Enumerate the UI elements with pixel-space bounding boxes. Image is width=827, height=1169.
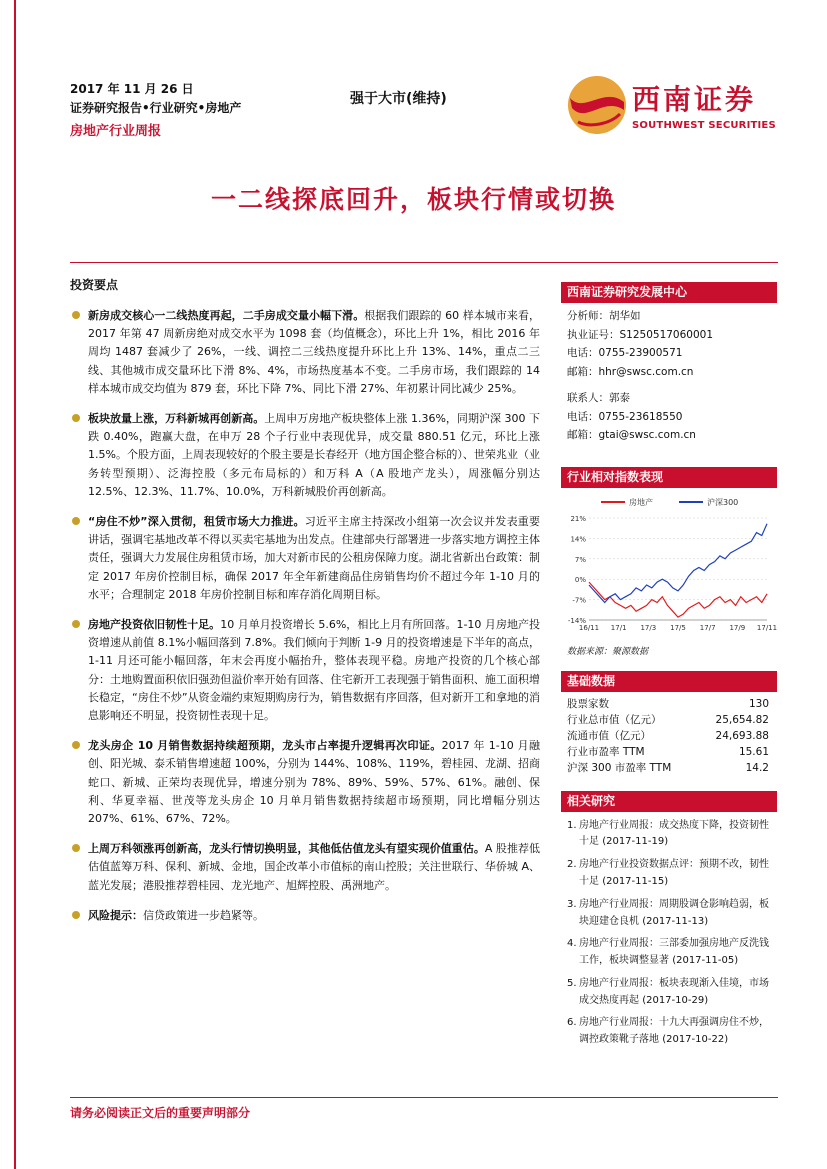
left-accent-bar	[14, 0, 16, 1169]
basic-data-value: 130	[748, 697, 769, 710]
key-point-lead: “房住不炒”深入贯彻，租赁市场大力推进。	[88, 515, 305, 529]
sidebar	[561, 282, 777, 1055]
related-title: 房地产行业周报：三部委加强房地产反洗钱工作，板块调整显著	[579, 938, 769, 967]
related-title: 房地产行业周报：板块表现渐入佳境，市场成交热度再起	[579, 977, 769, 1006]
logo-text-cn: 西南证券	[632, 83, 757, 116]
related-date: (2017-11-15)	[602, 875, 669, 887]
related-number: 5.	[567, 977, 577, 989]
logo-emblem-icon	[566, 74, 628, 136]
bullet-icon	[72, 311, 80, 319]
basic-data-row	[561, 712, 777, 728]
related-research-item[interactable]	[567, 936, 773, 970]
related-number: 3.	[567, 898, 577, 910]
x-tick-label: 17/3	[640, 623, 657, 632]
basic-data-row	[561, 760, 777, 776]
key-point-text: A 股推荐低估值蓝筹万科、保利、新城、金地，国企改革小市值标的南山控股；关注世联行、华侨城 A、蓝光发展；港股推荐碧桂园、龙光地产、旭辉控股、禹洲地产。	[88, 842, 540, 892]
related-date: (2017-10-29)	[642, 994, 709, 1006]
y-tick-label: -7%	[572, 596, 586, 605]
basic-data-value: 15.61	[738, 746, 769, 759]
x-tick-label: 17/11	[756, 623, 777, 632]
related-number: 4.	[567, 938, 577, 950]
related-research-item[interactable]	[567, 897, 773, 931]
report-title: 一二线探底回升，板块行情或切换	[210, 185, 616, 214]
report-date: 2017 年 11 月 26 日	[70, 82, 194, 96]
basic-data-value: 24,693.88	[715, 729, 769, 742]
analyst-cert: 执业证号：S1250517060001	[567, 328, 714, 341]
x-tick-label: 16/11	[578, 623, 600, 632]
chart-source: 数据来源：聚源数据	[567, 646, 649, 657]
basic-data-key: 股票家数	[567, 697, 609, 710]
related-title: 房地产行业周报：十九大再强调房住不炒，调控政策靴子落地	[579, 1017, 769, 1046]
key-point-text: 根据我们跟踪的 60 样本城市来看，2017 年第 47 周新房绝对成交水平为 1098 套（均值概念），环比上升 1%，相比 2016 年周均 1487 套减少了 26%，一线、调控二三线热度提升环比上升 13%、14%，重点二三线、其他城市成交量环比下滑 8%、4%，市场热度基本不变。二手房市场，我们跟踪的 14 样本城市成交均值为 879 套，环比下降 7%、同比下滑 27%、年初累计同比减少 25%。	[88, 309, 540, 395]
key-point-lead: 上周万科领涨再创新高，龙头行情切换明显，其他低估值龙头有望实现价值重估。	[88, 842, 485, 856]
related-date: (2017-11-19)	[602, 836, 669, 848]
analyst-name: 分析师：胡华如	[567, 310, 641, 322]
y-tick-label: 21%	[570, 514, 586, 523]
key-point	[70, 737, 540, 828]
key-point-lead: 风险提示：	[88, 908, 143, 922]
section-title: 投资要点	[70, 278, 119, 292]
x-tick-label: 17/5	[670, 623, 686, 632]
key-point-text: 2017 年 1-10 月融创、阳光城、泰禾销售增速超 100%，分别为 144%、108%、119%，碧桂园、龙湖、招商蛇口、新城、正荣均表现优异，增速分别为 78%、89%、59%、57%、61%。融创、保利、华夏幸福、世茂等龙头房企 10 月单月销售数据持续超市场预期，同比增幅分别达 207%、61%、67%、72%。	[88, 739, 541, 826]
key-point-text: 习近平主席主持深改小组第一次会议并发表重要讲话，强调宅基地改革不得以买卖宅基地为出发点。住建部央行部署进一步落实地方调控主体责任，强调大力发展住房租赁市场，加大对新市民的公租房保障力度。湖北省新出台政策：制定 2017 年房价控制目标，确保 2017 年全年新建商品住房销售均价不超过今年 1-10 月的水平；合理制定 2018 年房价控制目标和库存消化周期目标。	[88, 515, 540, 601]
basic-data-table	[561, 692, 777, 777]
related-date: (2017-10-22)	[662, 1034, 729, 1046]
related-number: 6.	[567, 1017, 577, 1029]
y-tick-label: -14%	[567, 616, 586, 625]
basic-data-row	[561, 696, 777, 712]
related-date: (2017-11-13)	[642, 915, 709, 927]
y-tick-label: 0%	[574, 575, 586, 584]
series-line-1	[589, 523, 767, 602]
footer-divider	[70, 1097, 778, 1098]
related-research-item[interactable]	[567, 976, 773, 1010]
contact-name: 联系人：郭泰	[567, 392, 630, 404]
basic-data-row	[561, 744, 777, 760]
analyst-mail[interactable]: 邮箱：hhr@swsc.com.cn	[567, 365, 694, 378]
company-logo	[566, 72, 776, 138]
key-point	[70, 840, 540, 895]
contact-mail[interactable]: 邮箱：gtai@swsc.com.cn	[567, 429, 696, 441]
research-center-header: 西南证券研究发展中心	[561, 282, 777, 303]
related-research-item[interactable]	[567, 857, 773, 891]
key-point-text: 信贷政策进一步趋紧等。	[143, 908, 264, 922]
key-point-lead: 龙头房企 10 月销售数据持续超预期，龙头市占率提升逻辑再次印证。	[88, 739, 442, 753]
logo-text-en: SOUTHWEST SECURITIES	[632, 120, 776, 131]
x-tick-label: 17/9	[729, 623, 746, 632]
key-point	[70, 907, 540, 925]
analyst-tel: 电话：0755-23900571	[567, 347, 683, 359]
report-subtitle: 房地产行业周报	[70, 124, 162, 139]
basic-data-value: 14.2	[745, 762, 769, 775]
legend-label: 沪深300	[707, 497, 739, 507]
bullet-icon	[72, 844, 80, 852]
chart-header: 行业相对指数表现	[561, 467, 777, 488]
bullet-icon	[72, 911, 80, 919]
key-point-lead: 新房成交核心一二线热度再起，二手房成交量小幅下滑。	[88, 309, 365, 322]
key-points	[70, 307, 540, 925]
contact-tel: 电话：0755-23618550	[567, 410, 683, 423]
basic-data-key: 行业总市值（亿元）	[567, 713, 662, 726]
key-point-lead: 房地产投资依旧韧性十足。	[88, 618, 221, 632]
basic-data-key: 行业市盈率 TTM	[567, 746, 645, 759]
bullet-icon	[72, 414, 80, 422]
report-category: 证券研究报告•行业研究•房地产	[70, 101, 242, 115]
bullet-icon	[72, 620, 80, 628]
key-point	[70, 616, 540, 725]
basic-data-key: 流通市值（亿元）	[567, 729, 651, 742]
footer-disclaimer: 请务必阅读正文后的重要声明部分	[70, 1106, 251, 1120]
related-research-item[interactable]	[567, 1015, 773, 1049]
y-tick-label: 14%	[570, 534, 586, 543]
related-research-list	[561, 812, 777, 1050]
key-point-lead: 板块放量上涨，万科新城再创新高。	[88, 412, 265, 426]
related-date: (2017-11-05)	[672, 955, 739, 967]
related-number: 2.	[567, 859, 577, 871]
basic-data-key: 沪深 300 市盈率 TTM	[567, 762, 672, 775]
legend-label: 房地产	[629, 497, 653, 507]
related-title: 房地产行业投资数据点评：预期不改，韧性十足	[579, 859, 769, 887]
header-divider	[70, 262, 778, 263]
bullet-icon	[72, 741, 80, 749]
key-point	[70, 410, 540, 501]
basic-data-header: 基础数据	[561, 671, 777, 692]
related-research-header: 相关研究	[561, 791, 777, 812]
x-tick-label: 17/1	[610, 623, 627, 632]
rating: 强于大市(维持)	[350, 91, 447, 107]
key-point-text: 上周申万房地产板块整体上涨 1.36%，同期沪深 300 下跌 0.40%，跑赢大盘，在申万 28 个子行业中表现优异，成交量 880.51 亿元，环比上涨 1.5%。个股方面，上周表现较好的个股主要是长春经开（地方国企整合标的）、世荣兆业（业务转型预期）、泛海控股（多元布局标的）和万科 A（A 股地产龙头），周涨幅分别达 12.5%、12.3%、11.7%、10.0%，万科新城股价再创新高。	[88, 412, 541, 498]
related-research-item[interactable]	[567, 818, 773, 852]
key-point-text: 10 月单月投资增长 5.6%，相比上月有所回落。1-10 月房地产投资增速从前值 8.1%小幅回落到 7.8%。我们倾向于判断 1-9 月的投资增速是下半年的高点，1-11 月还可能小幅回落，年末会再度小幅抬升，整体表现平稳。房地产投资的几个核心部分：土地购置面积依旧强劲但溢价率开始有回落、住宅新开工表现强于销售面积、施工面积增长稳定，“房住不炒”从资金端约束短期购房行为，销售数据有序回落，但对新开工和拿地的消息影响还不明显，投资韧性表现十足。	[88, 618, 541, 723]
bullet-icon	[72, 517, 80, 525]
basic-data-row	[561, 728, 777, 744]
key-point	[70, 307, 540, 398]
main-content	[70, 276, 540, 937]
key-point	[70, 513, 540, 604]
relative-index-chart	[561, 488, 777, 638]
related-number: 1.	[567, 819, 577, 831]
analyst-info	[561, 303, 777, 445]
basic-data-value: 25,654.82	[715, 713, 769, 726]
related-title: 房地产行业周报：成交热度下降，投资韧性十足	[579, 819, 769, 848]
y-tick-label: 7%	[574, 555, 586, 564]
related-title: 房地产行业周报：周期股调仓影响趋弱，板块迎建仓良机	[579, 898, 769, 927]
x-tick-label: 17/7	[699, 623, 716, 632]
